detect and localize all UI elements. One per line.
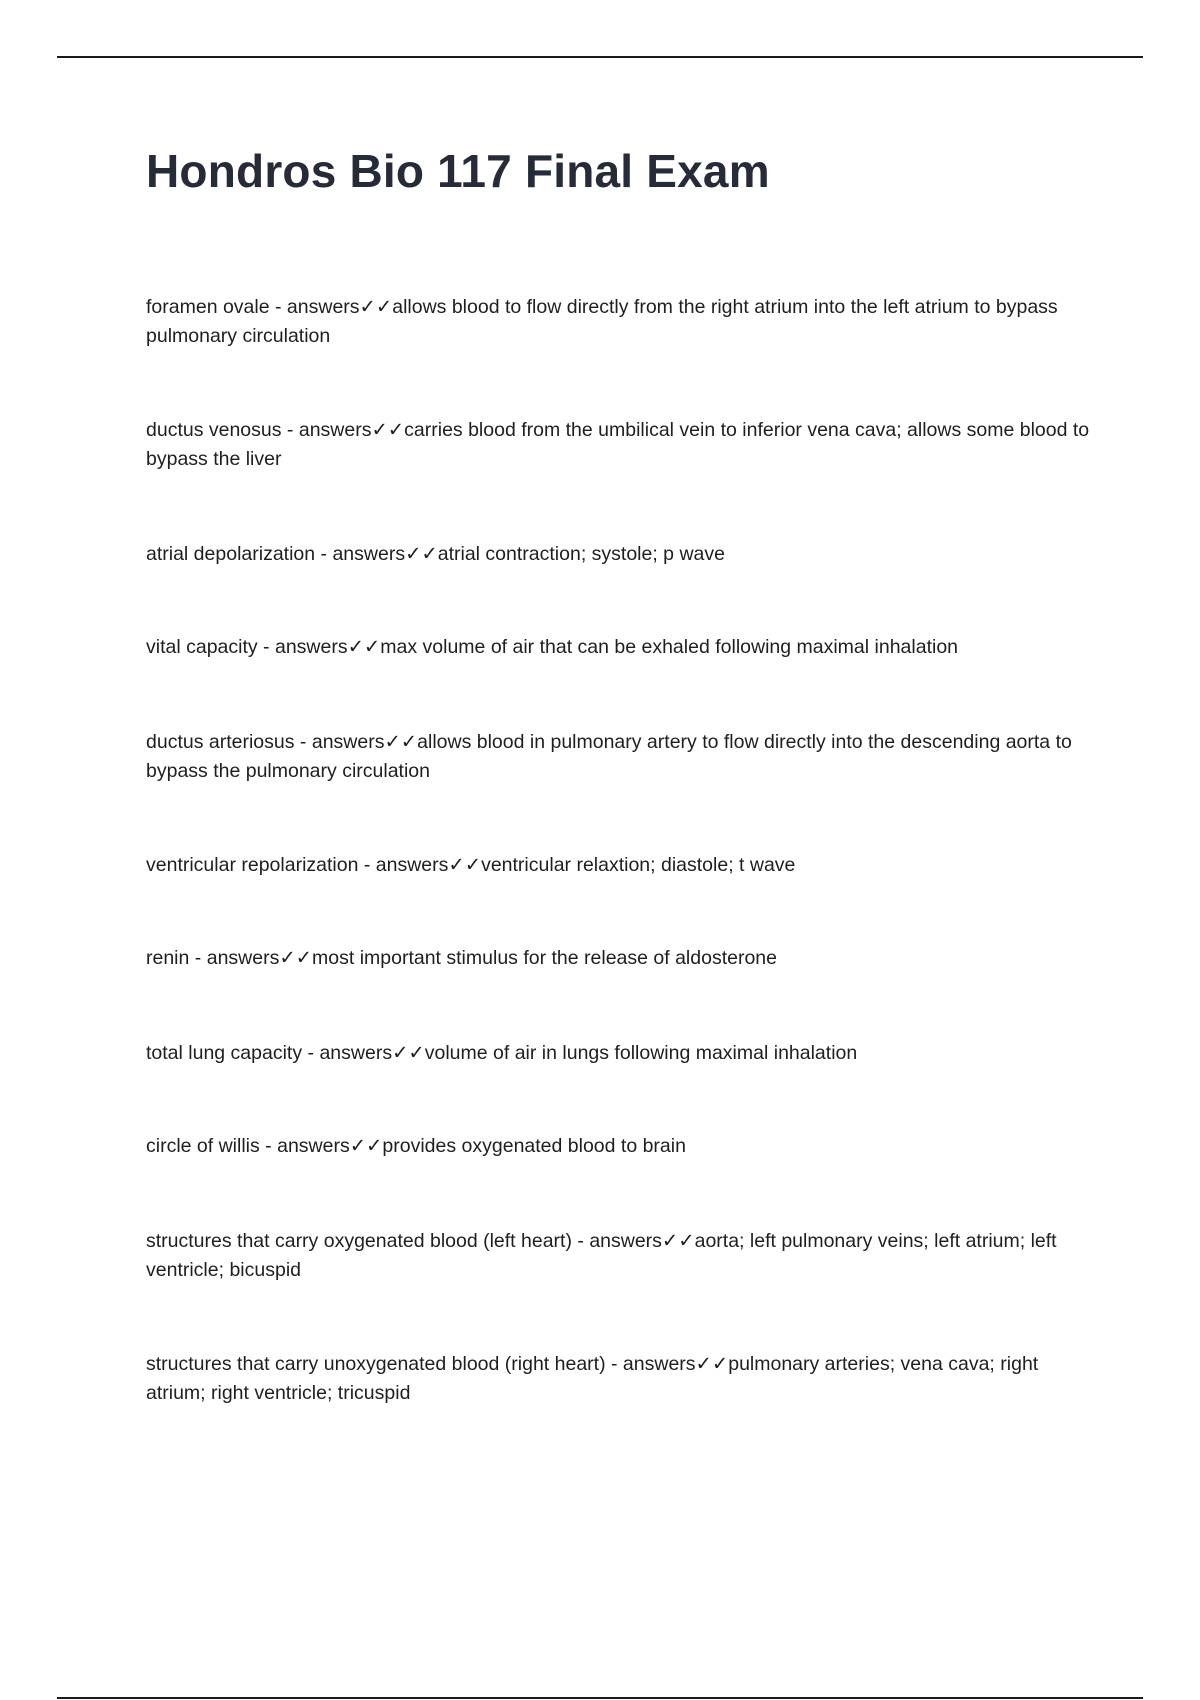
qa-answer: aorta; left pulmonary veins; left atrium; left ventricle; bicuspid	[146, 1230, 1057, 1281]
qa-answer: max volume of air that can be exhaled following maximal inhalation	[380, 636, 959, 658]
qa-term: structures that carry oxygenated blood (left heart)	[146, 1230, 572, 1252]
qa-separator: -	[269, 296, 287, 318]
qa-separator: -	[294, 731, 312, 753]
answer-marker: answers✓✓	[589, 1230, 695, 1252]
qa-separator: -	[259, 1135, 278, 1157]
qa-separator: -	[281, 419, 299, 441]
answer-marker: answers✓✓	[311, 731, 418, 753]
page-title: Hondros Bio 117 Final Exam	[146, 145, 770, 197]
answer-marker: answers✓✓	[319, 1042, 425, 1064]
qa-item-atrial-depolarization	[146, 540, 1096, 569]
answer-marker: answers✓✓	[622, 1353, 729, 1375]
qa-separator: -	[605, 1353, 623, 1375]
qa-answer: ventricular relaxtion; diastole; t wave	[481, 854, 796, 876]
qa-term: total lung capacity	[146, 1042, 303, 1064]
bottom-divider	[57, 1697, 1143, 1699]
qa-item-vital-capacity	[146, 633, 1096, 662]
answer-marker: answers✓✓	[206, 947, 313, 969]
qa-term: structures that carry unoxygenated blood (right heart)	[146, 1353, 606, 1375]
qa-term: vital capacity	[146, 636, 258, 658]
answer-marker: answers✓✓	[332, 543, 438, 565]
qa-answer: atrial contraction; systole; p wave	[437, 543, 725, 565]
answer-marker: answers✓✓	[286, 296, 393, 318]
qa-answer: carries blood from the umbilical vein to inferior vena cava; allows some blood to bypass the liver	[146, 419, 1090, 470]
qa-term: renin	[146, 947, 190, 969]
qa-term: ductus venosus	[146, 419, 282, 441]
qa-item-ductus-venosus	[146, 416, 1096, 473]
answer-marker: answers✓✓	[375, 854, 482, 876]
qa-separator: -	[189, 947, 207, 969]
qa-answer: volume of air in lungs following maximal inhalation	[424, 1042, 858, 1064]
answer-marker: answers✓✓	[277, 1135, 383, 1157]
qa-separator: -	[358, 854, 376, 876]
qa-item-ductus-arteriosus	[146, 728, 1096, 785]
qa-item-ventricular-repolarization	[146, 851, 1096, 880]
qa-separator: -	[302, 1042, 320, 1064]
answer-marker: answers✓✓	[274, 636, 381, 658]
qa-item-foramen-ovale	[146, 293, 1096, 350]
qa-answer: allows blood in pulmonary artery to flow directly into the descending aorta to bypass the pulmonary circulation	[146, 731, 1072, 782]
qa-term: foramen ovale	[146, 296, 270, 318]
top-divider	[57, 56, 1143, 58]
qa-separator: -	[257, 636, 275, 658]
qa-item-total-lung-capacity	[146, 1039, 1096, 1068]
qa-separator: -	[315, 543, 333, 565]
qa-term: ventricular repolarization	[146, 854, 359, 876]
qa-term: circle of willis	[146, 1135, 260, 1157]
qa-answer: pulmonary arteries; vena cava; right atrium; right ventricle; tricuspid	[146, 1353, 1039, 1404]
answer-marker: answers✓✓	[298, 419, 405, 441]
qa-item-renin	[146, 944, 1096, 973]
qa-term: atrial depolarization	[146, 543, 316, 565]
qa-item-unoxygenated-blood-structures	[146, 1350, 1096, 1407]
qa-item-circle-of-willis	[146, 1132, 1096, 1161]
qa-answer: provides oxygenated blood to brain	[382, 1135, 686, 1157]
qa-answer: most important stimulus for the release of aldosterone	[312, 947, 777, 969]
qa-item-oxygenated-blood-structures	[146, 1227, 1096, 1284]
qa-separator: -	[571, 1230, 590, 1252]
qa-term: ductus arteriosus	[146, 731, 295, 753]
qa-answer: allows blood to flow directly from the right atrium into the left atrium to bypass pulmonary circulation	[146, 296, 1058, 347]
